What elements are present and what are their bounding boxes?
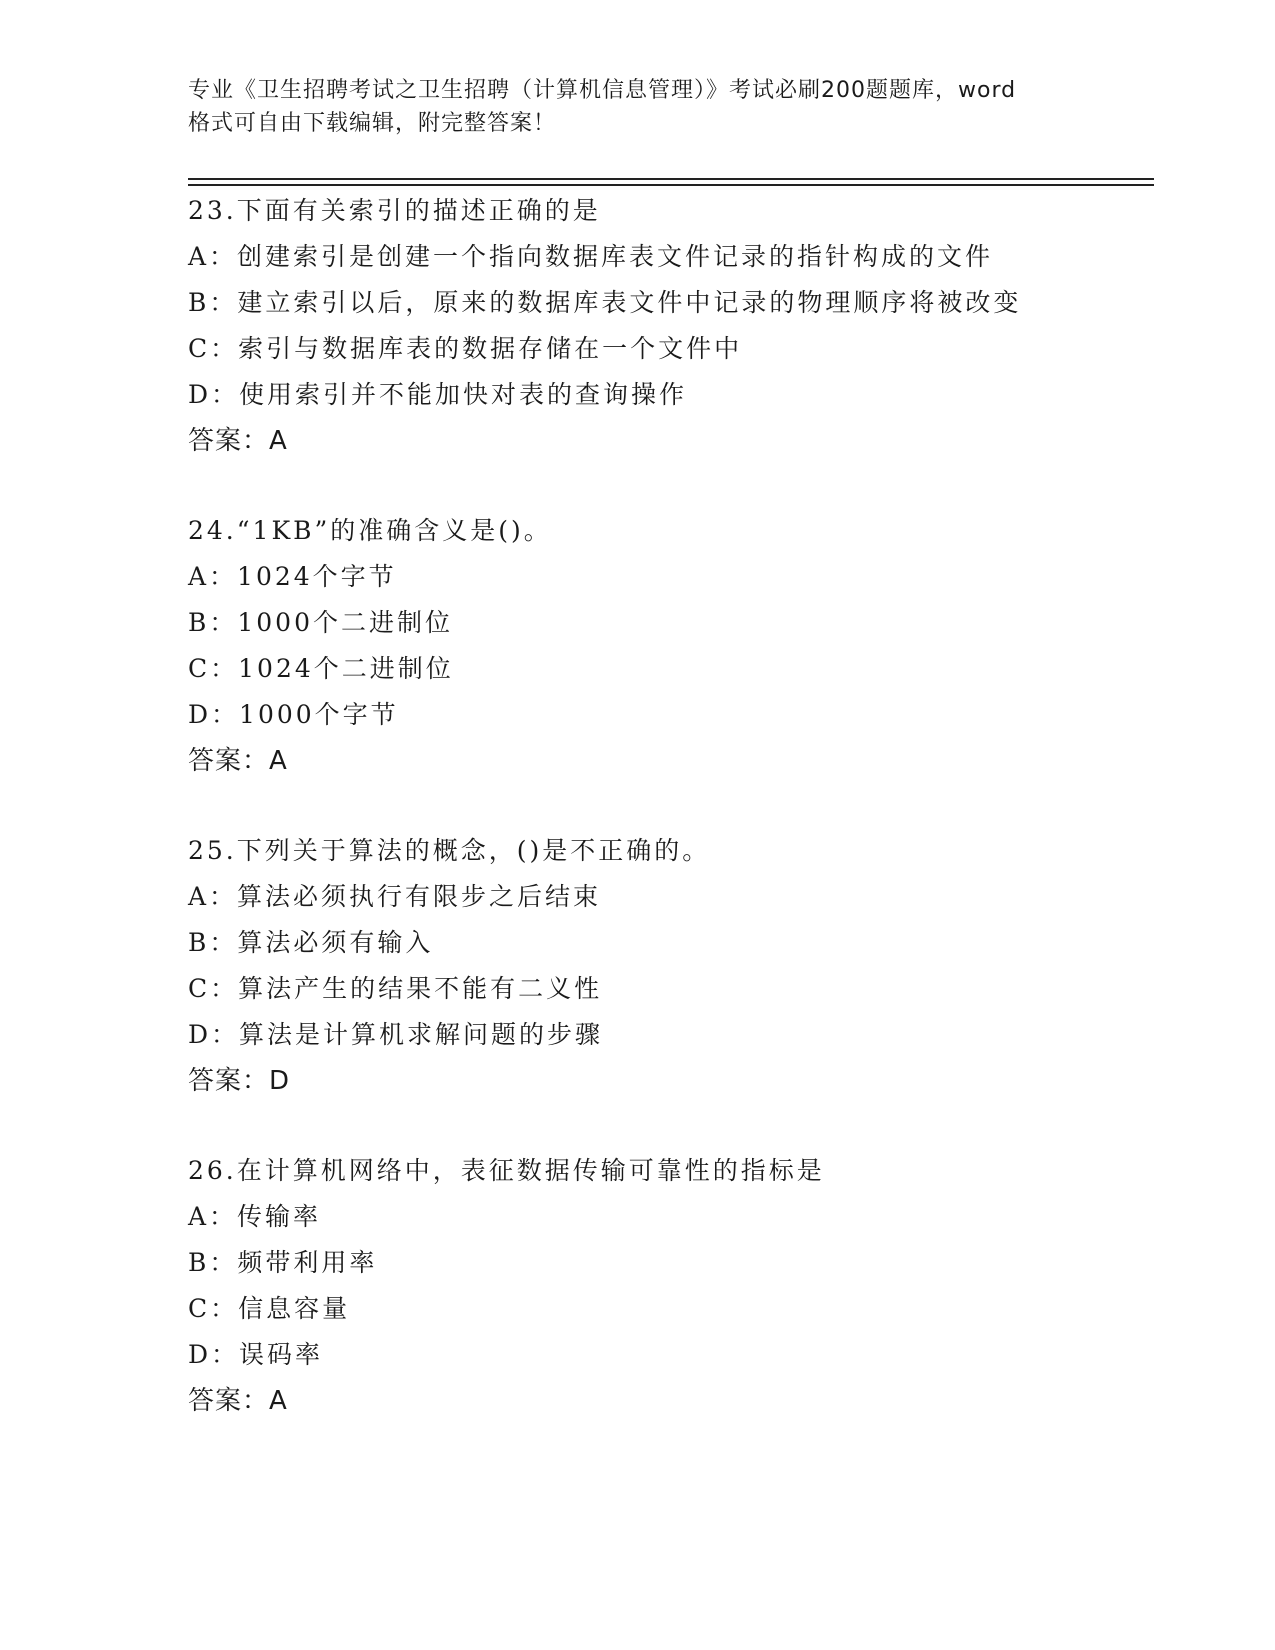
- option-c: C：索引与数据库表的数据存储在一个文件中: [188, 334, 743, 363]
- question-stem: 25.下列关于算法的概念，()是不正确的。: [188, 836, 711, 865]
- option-d: D：使用索引并不能加快对表的查询操作: [188, 380, 688, 409]
- answer-label: 答案：A: [188, 746, 288, 776]
- option-d: D：算法是计算机求解问题的步骤: [188, 1020, 604, 1049]
- document-header: [188, 74, 1108, 140]
- option-c: C：算法产生的结果不能有二义性: [188, 974, 603, 1003]
- option-b: B：频带利用率: [188, 1248, 378, 1277]
- question-stem: 24.“1KB”的准确含义是()。: [188, 516, 552, 545]
- question-23: [188, 188, 1148, 464]
- option-c: C：1024个二进制位: [188, 654, 454, 683]
- option-a: A：传输率: [188, 1202, 322, 1231]
- answer-label: 答案：D: [188, 1066, 291, 1096]
- question-24: [188, 508, 1148, 784]
- option-a: A：创建索引是创建一个指向数据库表文件记录的指针构成的文件: [188, 242, 994, 271]
- option-b: B：建立索引以后，原来的数据库表文件中记录的物理顺序将被改变: [188, 288, 1022, 317]
- question-stem: 23.下面有关索引的描述正确的是: [188, 196, 601, 225]
- header-divider-top: [188, 178, 1154, 180]
- question-stem: 26.在计算机网络中，表征数据传输可靠性的指标是: [188, 1156, 825, 1185]
- answer-label: 答案：A: [188, 1386, 288, 1416]
- header-title-line-2: 格式可自由下载编辑，附完整答案！: [188, 111, 557, 136]
- question-26: [188, 1148, 1148, 1424]
- answer-label: 答案：A: [188, 426, 288, 456]
- option-b: B：1000个二进制位: [188, 608, 453, 637]
- question-25: [188, 828, 1148, 1104]
- option-d: D：误码率: [188, 1340, 324, 1369]
- option-d: D：1000个字节: [188, 700, 399, 729]
- option-a: A：1024个字节: [188, 562, 397, 591]
- option-b: B：算法必须有输入: [188, 928, 434, 957]
- header-title-line-1: 专业《卫生招聘考试之卫生招聘（计算机信息管理）》考试必刷200题题库，word: [188, 78, 1017, 103]
- header-divider-bottom: [188, 184, 1154, 186]
- option-a: A：算法必须执行有限步之后结束: [188, 882, 602, 911]
- option-c: C：信息容量: [188, 1294, 351, 1323]
